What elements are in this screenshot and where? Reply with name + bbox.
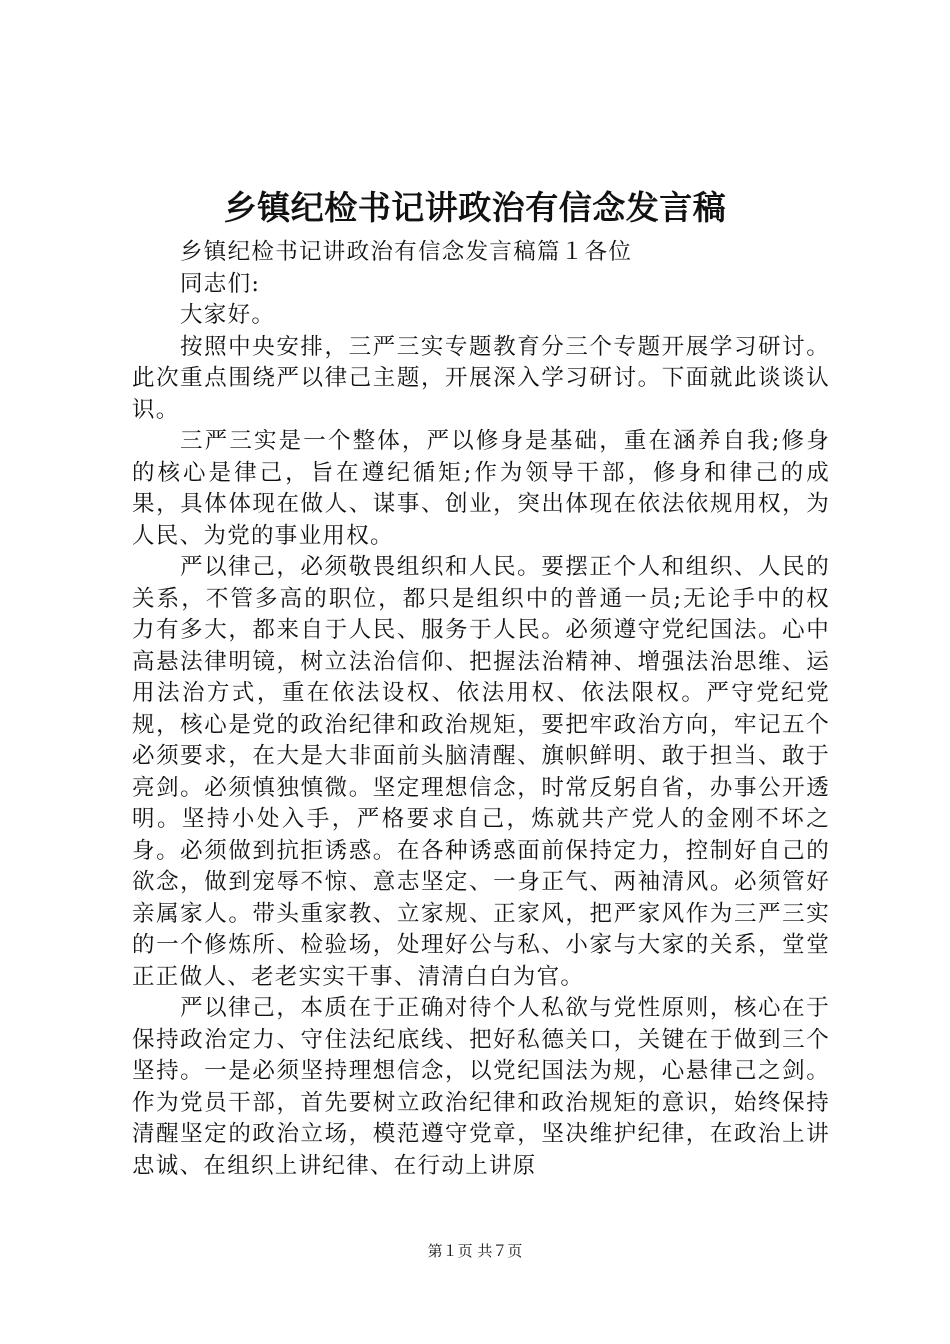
paragraph: 三严三实是一个整体，严以修身是基础，重在涵养自我;修身的核心是律己，旨在遵纪循矩;作为领导干部，修身和律己的成果，具体体现在做人、谋事、创业，突出体现在依法依规用权，为人民、为党的事业用权。 — [132, 428, 830, 549]
paragraph-greeting: 大家好。 — [180, 302, 276, 328]
paragraph-salutation: 乡镇纪检书记讲政治有信念发言稿篇１各位 — [180, 239, 633, 265]
paragraph: 按照中央安排，三严三实专题教育分三个专题开展学习研讨。此次重点围绕严以律己主题，开展深入学习研讨。下面就此谈谈认识。 — [132, 333, 830, 423]
paragraph: 严以律己，必须敬畏组织和人民。要摆正个人和组织、人民的关系，不管多高的职位，都只是组织中的普通一员;无论手中的权力有多大，都来自于人民、服务于人民。必须遵守党纪国法。心中高悬法律明镜，树立法治信仰、把握法治精神、增强法治思维、运用法治方式，重在依法设权、依法用权、依法限权。严守党纪党规，核心是党的政治纪律和政治规矩，要把牢政治方向，牢记五个必须要求，在大是大非面前头脑清醒、旗帜鲜明、敢于担当、敢于亮剑。必须慎独慎微。坚定理想信念，时常反躬自省，办事公开透明。坚持小处入手，严格要求自己，炼就共产党人的金刚不坏之身。必须做到抗拒诱惑。在各种诱惑面前保持定力，控制好自己的欲念，做到宠辱不惊、意志坚定、一身正气、两袖清风。必须管好亲属家人。带头重家教、立家规、正家风，把严家风作为三严三实的一个修炼所、检验场，处理好公与私、小家与大家的关系，堂堂正正做人、老老实实干事、清清白白为官。 — [132, 554, 830, 990]
page-number-footer: 第１页 共７页 — [427, 1242, 523, 1260]
document-body — [132, 237, 830, 1182]
paragraph-address: 同志们: — [180, 270, 261, 297]
document-title: 乡镇纪检书记讲政治有信念发言稿 — [223, 188, 727, 227]
paragraph: 严以律己，本质在于正确对待个人私欲与党性原则，核心在于保持政治定力、守住法纪底线、把好私德关口，关键在于做到三个坚持。一是必须坚持理想信念，以党纪国法为规，心悬律己之剑。作为党员干部，首先要树立政治纪律和政治规矩的意识，始终保持清醒坚定的政治立场，模范遵守党章，坚决维护纪律，在政治上讲忠诚、在组织上讲纪律、在行动上讲原 — [132, 995, 830, 1179]
